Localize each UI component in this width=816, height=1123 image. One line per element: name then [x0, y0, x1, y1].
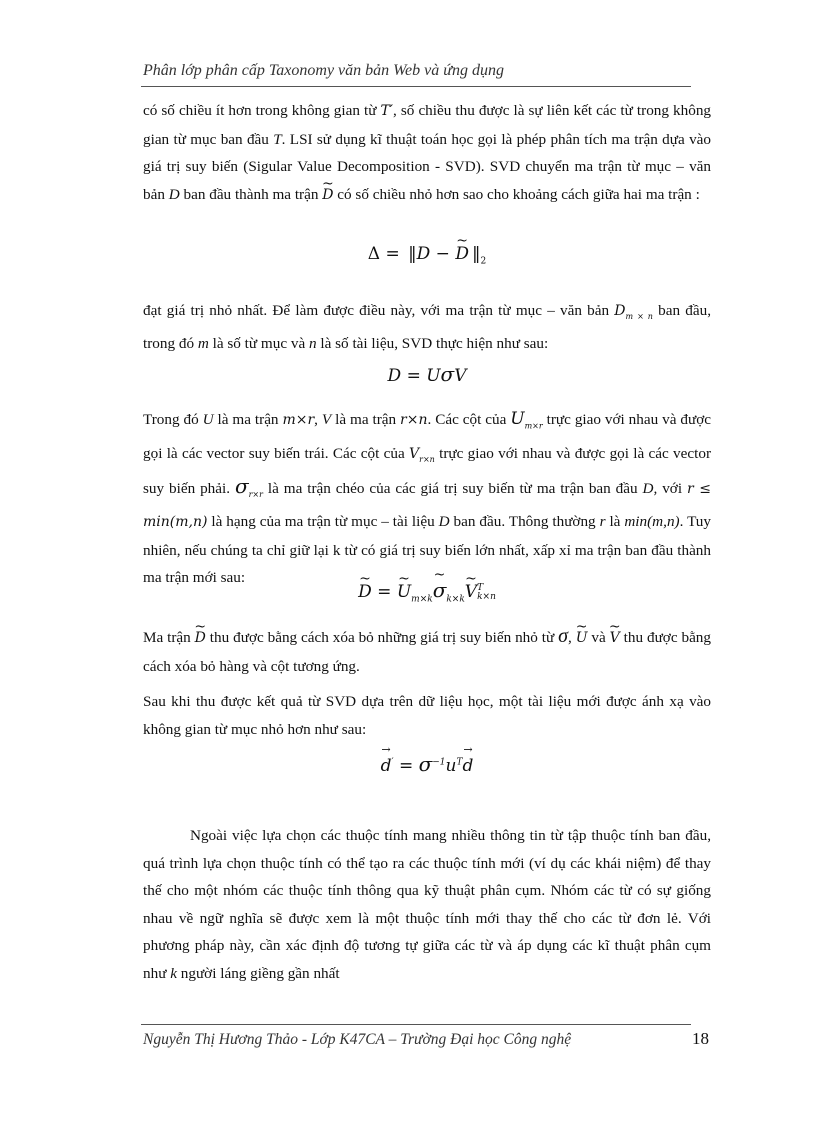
running-header: Phân lớp phân cấp Taxonomy văn bản Web và ứng dụng	[143, 62, 504, 79]
paragraph-lsi-intro	[143, 97, 711, 209]
p3-text-g: trực giao với nhau và được gọi là các vector suy biến phải.	[143, 444, 712, 498]
p3-sigma-rr: $\sigma_{r\times r}$	[234, 474, 263, 499]
p1-text-e: có số chiều nhỏ hơn sao cho khoảng cách giữa hai ma trận :	[333, 185, 700, 203]
f2-u: U	[426, 366, 441, 386]
p3-text-c: ,	[314, 411, 322, 428]
footer-divider	[141, 1024, 691, 1025]
f1-minus: −	[435, 244, 450, 264]
formula-projection	[143, 752, 711, 776]
p6-text-a: Ngoài việc lựa chọn các thuộc tính mang nhiều thông tin từ tập thuộc tính ban đầu, quá trình lựa chọn thuộc tính có thể tạo ra các thuộc tính mới (ví dụ các khái niệm) để thay thế cho một nhóm các thuộc tính thông qua kỹ thuật phân cụm. Nhóm các từ có sự giống nhau về ngữ nghĩa sẽ được xem là một thuộc tính mới thay thế cho các từ đơn lẻ. Với phương pháp này, cần xác định độ tương tự giữa các từ và áp dụng các kĩ thuật phân cụm như	[143, 827, 711, 982]
formula-norm	[143, 244, 711, 266]
f2-eq: =	[406, 366, 421, 386]
paragraph-svd-setup	[143, 297, 711, 358]
header-divider	[141, 86, 691, 87]
p3-d: D,	[642, 480, 658, 498]
p3-vrn: $V_{r\times n}$	[409, 445, 435, 464]
p2-text-a: đạt giá trị nhỏ nhất. Để làm được điều này, với ma trận từ mục – văn bản	[143, 302, 615, 319]
f3-dtilde: ~ D	[358, 582, 372, 602]
p3-minmn: min(m,n)	[624, 513, 680, 531]
f1-dtilde: ~ D	[455, 244, 469, 264]
p2-n: n	[309, 335, 317, 353]
p3-u: U	[202, 411, 214, 428]
p4-utilde: ~ U	[576, 625, 588, 653]
p3-text-d: là ma trận	[331, 411, 401, 428]
p1-dtilde: ~ D	[322, 182, 333, 210]
p1-text-d: ban đầu thành ma trận	[179, 185, 323, 203]
p4-text-e: thu được bằng cách xóa bỏ hàng và cột tương ứng.	[143, 629, 711, 675]
f4-prime: ′	[391, 757, 394, 768]
p3-d2: D	[438, 513, 450, 531]
p3-text-h: là ma trận chéo của các giá trị suy biến từ ma trận ban đầu	[262, 480, 643, 498]
p4-text-b: thu được bằng cách xóa bỏ những giá trị suy biến nhỏ từ	[205, 629, 559, 646]
p3-text-m: . Tuy nhiên, nếu chúng ta chỉ giữ lại k từ có giá trị suy biến lớn nhất, xấp xỉ ma trận ban đầu thành ma trận mới sau:	[143, 513, 711, 587]
p3-mxr: m×r	[282, 412, 315, 428]
p1-d: D	[168, 185, 180, 203]
f1-d: D	[416, 244, 431, 264]
f1-eq: =	[385, 244, 400, 264]
p3-umr: $U_{m\times r}$	[510, 409, 543, 431]
p3-v: V	[321, 411, 332, 428]
p6-text-b: người láng giềng gần nhất	[176, 964, 340, 982]
f1-norm-right: ‖	[471, 244, 478, 264]
p3-text-k: ban đầu. Thông thường	[449, 513, 600, 531]
f3-utilde: ~ U	[397, 582, 411, 602]
f2-sigma: σ	[440, 362, 455, 386]
f4-t: T	[456, 757, 463, 768]
formula-approx	[143, 578, 711, 604]
running-footer: Nguyễn Thị Hương Thảo - Lớp K47CA – Trường Đại học Công nghệ	[143, 1031, 572, 1048]
p4-text-d: và	[587, 629, 610, 646]
p2-dmn: $D_{m \times n}$	[614, 303, 653, 321]
f4-inv: −1	[432, 757, 446, 768]
p2-m: m	[197, 335, 209, 353]
f3-usub: m×k	[411, 594, 433, 605]
p3-text-b: là ma trận	[213, 411, 283, 428]
p1-tprime: T′	[380, 103, 394, 119]
p4-dtilde: ~ D	[195, 625, 206, 653]
f2-v: V	[454, 366, 467, 386]
p3-text-a: Trong đó	[143, 411, 203, 428]
p3-text-f: trực giao với nhau và được gọi là các vector suy biến trái. Các cột của	[143, 411, 711, 462]
f1-sub: 2	[480, 256, 487, 267]
p4-sigma: σ	[558, 625, 568, 647]
f3-vsub: k×n	[477, 591, 496, 602]
p6-k: k	[170, 964, 177, 982]
p1-t: T	[273, 130, 282, 148]
p3-text-l: là	[605, 513, 625, 531]
p4-vtilde: ~ V	[610, 625, 620, 653]
p3-rmin: r ≤ min(m,n)	[143, 481, 711, 531]
paragraph-mapping: Sau khi thu được kết quả từ SVD dựa trên dữ liệu học, một tài liệu mới được ánh xạ vào không gian từ mục nhỏ hơn như sau:	[143, 693, 711, 738]
p4-text-c: ,	[567, 629, 576, 646]
p3-text-e: . Các cột của	[427, 411, 511, 428]
paragraph-svd-explain	[143, 406, 711, 592]
f3-sigmatilde: ~ σ	[433, 578, 447, 602]
f2-d: D	[387, 366, 402, 386]
f4-u: u	[445, 756, 457, 776]
f3-vsup: T	[477, 582, 484, 593]
p3-rxn: r×n	[400, 412, 428, 428]
f1-delta: Δ	[367, 244, 381, 264]
page-number: 18	[692, 1029, 709, 1048]
f4-dvec: → d	[381, 756, 392, 776]
paragraph-reduced-matrix	[143, 623, 711, 680]
f4-eq: =	[398, 756, 414, 776]
p3-text-i: với	[657, 480, 687, 498]
f3-sigmasub: k×k	[446, 594, 465, 605]
p1-text-c: . LSI sử dụng kĩ thuật toán học gọi là phép phân tích ma trận dựa vào giá trị suy biến (Sigular Value Decomposition - SVD). SVD chuyển ma trận từ mục – văn bản	[143, 130, 712, 203]
p4-text-a: Ma trận	[143, 629, 195, 646]
f3-eq: =	[377, 582, 392, 602]
p3-text-j: là hạng của ma trận từ mục – tài liệu	[207, 513, 439, 531]
paragraph-clustering	[143, 822, 711, 987]
formula-svd	[143, 362, 711, 386]
p1-text-b: , số chiều thu được là sự liên kết các từ trong không gian từ mục ban đầu	[143, 102, 712, 148]
f1-norm-left: ‖	[408, 244, 414, 264]
p1-text-a: có số chiều ít hơn trong không gian từ	[143, 102, 381, 119]
p2-text-c: là số từ mục và	[208, 335, 309, 353]
p3-r: r	[599, 513, 606, 531]
f4-sigma: σ	[418, 752, 433, 776]
f4-d2vec: → d	[463, 756, 474, 776]
f3-vtilde: ~ V	[465, 582, 477, 602]
p2-text-d: là số tài liệu, SVD thực hiện như sau:	[316, 335, 549, 353]
p2-text-b: ban đầu, trong đó	[143, 302, 711, 353]
